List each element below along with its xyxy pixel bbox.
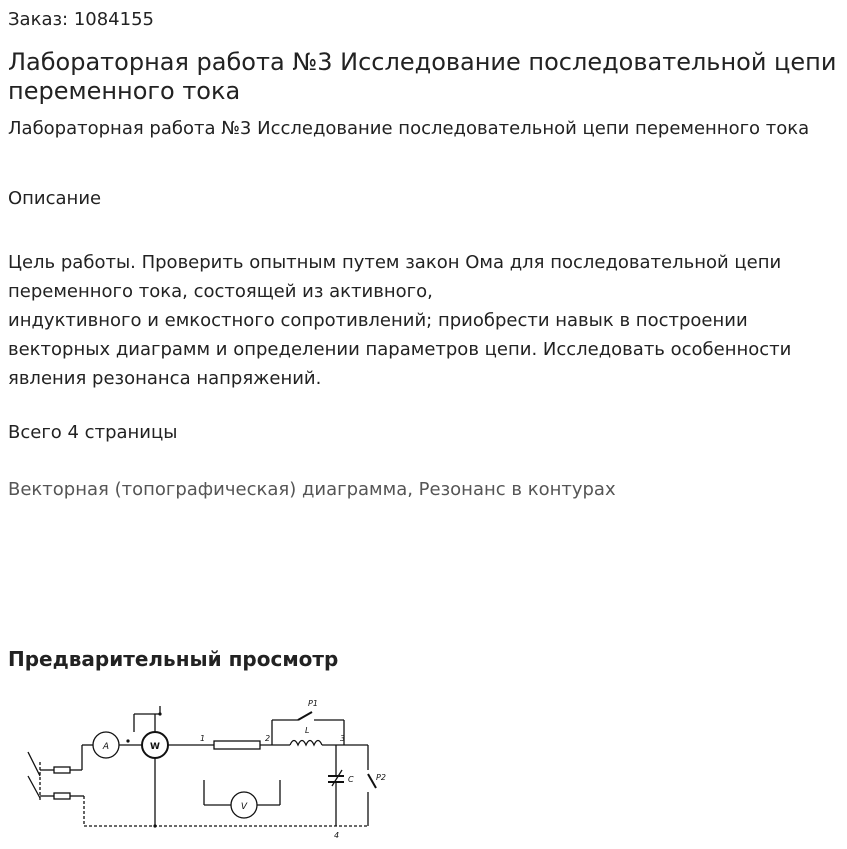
page-subtitle: Лабораторная работа №3 Исследование последовательной цепи переменного тока [8,118,810,139]
circuit-schematic [10,692,394,842]
page-title: Лабораторная работа №3 Исследование последовательной цепи переменного тока [8,48,837,105]
description-line: индуктивного и емкостного сопротивлений; приобрести навык в построении векторных диаграмм и определении параметров цепи. Исследовать особенности явления резонанса напряжений. [8,310,792,389]
fuse-bottom [54,793,70,799]
capacitor-label: C [348,775,354,784]
inductor-symbol [290,741,322,746]
supply-switch-blade-1 [28,752,40,776]
description-heading: Описание [8,188,102,209]
node-1-label: 1 [200,734,206,743]
voltmeter-label: V [240,802,248,812]
wattmeter-label: W [150,742,160,752]
fuse-top [54,767,70,773]
switch-p2-blade [368,774,376,788]
supply-switch-blade-2 [28,776,40,798]
description-line: Цель работы. Проверить опытным путем закон Ома для последовательной цепи переменного тока, состоящей из активного, [8,252,782,302]
inductor-label: L [305,726,310,735]
category-tags[interactable]: Векторная (топографическая) диаграмма, Резонанс в контурах [8,479,616,500]
preview-image [10,692,394,842]
description-body [8,248,840,393]
node-3-label: 3 [340,734,346,743]
node-4-label: 4 [334,831,340,840]
switch-p2-label: P2 [376,773,386,782]
node-2-label: 2 [265,734,271,743]
preview-heading: Предварительный просмотр [8,647,339,671]
pages-total: Всего 4 страницы [8,422,178,443]
ammeter-label: A [102,742,110,752]
resistor-symbol [214,741,260,749]
switch-p1-label: P1 [308,699,318,708]
order-number: Заказ: 1084155 [8,9,154,30]
switch-p1-blade [298,712,312,720]
